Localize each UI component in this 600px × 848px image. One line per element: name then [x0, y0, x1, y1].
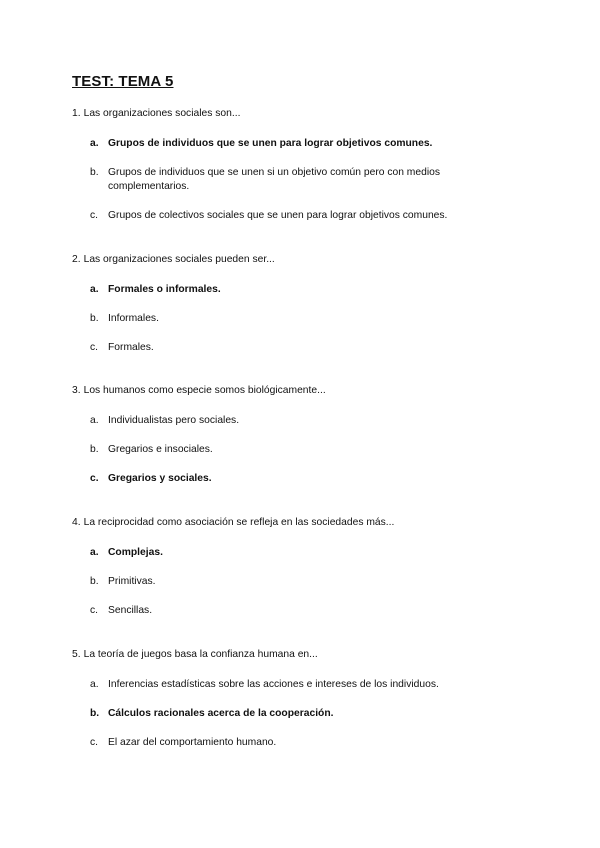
- option-letter: c.: [90, 210, 99, 221]
- option-text: Individualistas pero sociales.: [108, 415, 240, 426]
- option-letter: b.: [90, 708, 100, 719]
- option-letter: c.: [90, 473, 99, 484]
- question-1: [72, 108, 240, 119]
- question-5: [72, 649, 318, 660]
- question-text: Las organizaciones sociales pueden ser...: [83, 254, 275, 265]
- option-letter: a.: [90, 679, 99, 690]
- q5-option-a: [90, 678, 490, 692]
- option-text: Gregarios y sociales.: [108, 473, 212, 484]
- question-2: [72, 254, 275, 265]
- option-letter: b.: [90, 444, 99, 455]
- question-number: 3.: [72, 385, 81, 396]
- option-text: Informales.: [108, 313, 159, 324]
- q2-option-c: [90, 341, 490, 355]
- q3-option-b: [90, 443, 490, 457]
- q4-option-b: [90, 575, 490, 589]
- q1-option-a: [90, 137, 490, 151]
- question-number: 1.: [72, 108, 81, 119]
- question-text: Las organizaciones sociales son...: [83, 108, 241, 119]
- option-letter: b.: [90, 313, 99, 324]
- option-text: El azar del comportamiento humano.: [108, 737, 277, 748]
- option-text: Sencillas.: [108, 605, 153, 616]
- q4-option-c: [90, 604, 490, 618]
- question-3: [72, 385, 326, 396]
- option-text: Formales.: [108, 342, 154, 353]
- option-text: Gregarios e insociales.: [108, 444, 213, 455]
- q2-option-a: [90, 283, 490, 297]
- option-letter: c.: [90, 737, 99, 748]
- q5-option-b: [90, 707, 490, 721]
- question-text: La teoría de juegos basa la confianza humana en...: [83, 649, 318, 660]
- q1-option-b: [90, 166, 490, 194]
- option-letter: c.: [90, 605, 99, 616]
- q3-option-a: [90, 414, 490, 428]
- option-letter: b.: [90, 167, 99, 178]
- option-text: Grupos de individuos que se unen para lograr objetivos comunes.: [108, 138, 433, 149]
- option-text: Formales o informales.: [108, 284, 221, 295]
- option-letter: b.: [90, 576, 99, 587]
- option-text: Grupos de individuos que se unen si un objetivo común pero con medios complementarios.: [108, 167, 440, 192]
- q2-option-b: [90, 312, 490, 326]
- option-letter: a.: [90, 415, 99, 426]
- q1-option-c: [90, 209, 490, 223]
- option-letter: a.: [90, 547, 99, 558]
- q5-option-c: [90, 736, 490, 750]
- option-text: Grupos de colectivos sociales que se unen para lograr objetivos comunes.: [108, 210, 448, 221]
- page-title: TEST: TEMA 5: [72, 73, 174, 90]
- option-text: Cálculos racionales acerca de la cooperación.: [108, 708, 334, 719]
- option-letter: c.: [90, 342, 99, 353]
- question-number: 4.: [72, 517, 81, 528]
- question-4: [72, 517, 394, 528]
- option-text: Primitivas.: [108, 576, 156, 587]
- question-number: 5.: [72, 649, 81, 660]
- q3-option-c: [90, 472, 490, 486]
- question-text: La reciprocidad como asociación se refleja en las sociedades más...: [83, 517, 395, 528]
- option-text: Complejas.: [108, 547, 163, 558]
- option-letter: a.: [90, 284, 99, 295]
- option-text: Inferencias estadísticas sobre las acciones e intereses de los individuos.: [108, 679, 439, 690]
- question-number: 2.: [72, 254, 81, 265]
- q4-option-a: [90, 546, 490, 560]
- question-text: Los humanos como especie somos biológicamente...: [83, 385, 326, 396]
- option-letter: a.: [90, 138, 99, 149]
